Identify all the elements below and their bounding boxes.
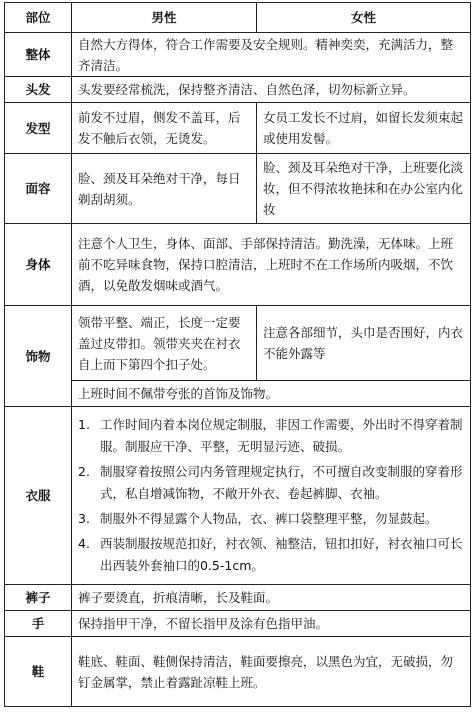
label-overall: 整体 bbox=[5, 33, 72, 77]
clothing-item-number: 3. bbox=[78, 511, 90, 526]
label-shoes: 鞋 bbox=[5, 637, 72, 707]
label-body: 身体 bbox=[5, 224, 72, 306]
text-overall: 自然大方得体，符合工作需要及安全规则。精神奕奕，充满活力，整齐清洁。 bbox=[72, 33, 471, 77]
row-body bbox=[5, 224, 471, 306]
text-face-male: 脸、颈及耳朵绝对干净，每日剃刮胡须。 bbox=[72, 154, 257, 224]
label-accessories: 饰物 bbox=[5, 306, 72, 407]
text-hairstyle-male: 前发不过眉，侧发不盖耳，后发不触后衣领，无烫发。 bbox=[72, 103, 257, 154]
text-accessories-common: 上班时间不佩带夸张的首饰及饰物。 bbox=[72, 381, 471, 407]
clothing-item bbox=[78, 508, 464, 530]
clothing-item-text: 西装制服按规范扣好，衬衣领、袖整洁，钮扣扣好，衬衣袖口可长出西装外套袖口的0.5-1cm。 bbox=[100, 536, 463, 573]
row-hairstyle bbox=[5, 103, 471, 154]
text-hairstyle-female: 女员工发长不过肩，如留长发须束起或使用发髻。 bbox=[257, 103, 471, 154]
clothing-rules bbox=[72, 407, 471, 585]
row-head-hair bbox=[5, 77, 471, 103]
header-female: 女性 bbox=[257, 3, 471, 33]
clothing-item bbox=[78, 414, 464, 458]
text-face-female: 脸、颈及耳朵绝对干净，上班要化淡妆，但不得浓妆艳抹和在办公室内化妆 bbox=[257, 154, 471, 224]
clothing-item-text: 工作时间内着本岗位规定制服，非因工作需要，外出时不得穿着制服。制服应干净、平整，无明显污迹、破损。 bbox=[100, 417, 463, 454]
clothing-item bbox=[78, 533, 464, 577]
row-hands bbox=[5, 611, 471, 637]
row-accessories bbox=[5, 306, 471, 381]
clothing-item-number: 2. bbox=[78, 464, 90, 479]
row-overall bbox=[5, 33, 471, 77]
clothing-item-text: 制服穿着按照公司内务管理规定执行，不可擅自改变制服的穿着形式，私自增减饰物，不敞开外衣、卷起裤脚、衣袖。 bbox=[100, 464, 463, 501]
text-shoes: 鞋底、鞋面、鞋侧保持清洁，鞋面要擦亮，以黑色为宜，无破损，勿钉金属掌，禁止着露趾凉鞋上班。 bbox=[72, 637, 471, 707]
label-clothing: 衣服 bbox=[5, 407, 72, 585]
row-clothing bbox=[5, 407, 471, 585]
clothing-item-text: 制服外不得显露个人物品，衣、裤口袋整理平整，勿显鼓起。 bbox=[100, 511, 438, 526]
label-head-hair: 头发 bbox=[5, 77, 72, 103]
text-accessories-female: 注意各部细节，头巾是否围好，内衣不能外露等 bbox=[257, 306, 471, 381]
row-face bbox=[5, 154, 471, 224]
clothing-item bbox=[78, 461, 464, 505]
clothing-item-number: 1. bbox=[78, 417, 90, 432]
text-hands: 保持指甲干净，不留长指甲及涂有色指甲油。 bbox=[72, 611, 471, 637]
header-part: 部位 bbox=[5, 3, 72, 33]
text-trousers: 裤子要烫直，折痕清晰，长及鞋面。 bbox=[72, 585, 471, 611]
clothing-list bbox=[78, 414, 464, 577]
header-male: 男性 bbox=[72, 3, 257, 33]
header-row bbox=[5, 3, 471, 33]
label-trousers: 裤子 bbox=[5, 585, 72, 611]
dress-code-table bbox=[4, 2, 471, 707]
label-hairstyle: 发型 bbox=[5, 103, 72, 154]
clothing-item-number: 4. bbox=[78, 536, 90, 551]
label-face: 面容 bbox=[5, 154, 72, 224]
text-body: 注意个人卫生，身体、面部、手部保持清洁。勤洗澡，无体味。上班前不吃异味食物，保持口腔清洁，上班时不在工作场所内吸烟，不饮酒，以免散发烟味或酒气。 bbox=[72, 224, 471, 306]
row-accessories-common bbox=[5, 381, 471, 407]
text-head-hair: 头发要经常梳洗，保持整齐清洁、自然色泽，切勿标新立异。 bbox=[72, 77, 471, 103]
row-shoes bbox=[5, 637, 471, 707]
label-hands: 手 bbox=[5, 611, 72, 637]
text-accessories-male: 领带平整、端正，长度一定要盖过皮带扣。领带夹夹在衬衣自上而下第四个扣子处。 bbox=[72, 306, 257, 381]
row-trousers bbox=[5, 585, 471, 611]
